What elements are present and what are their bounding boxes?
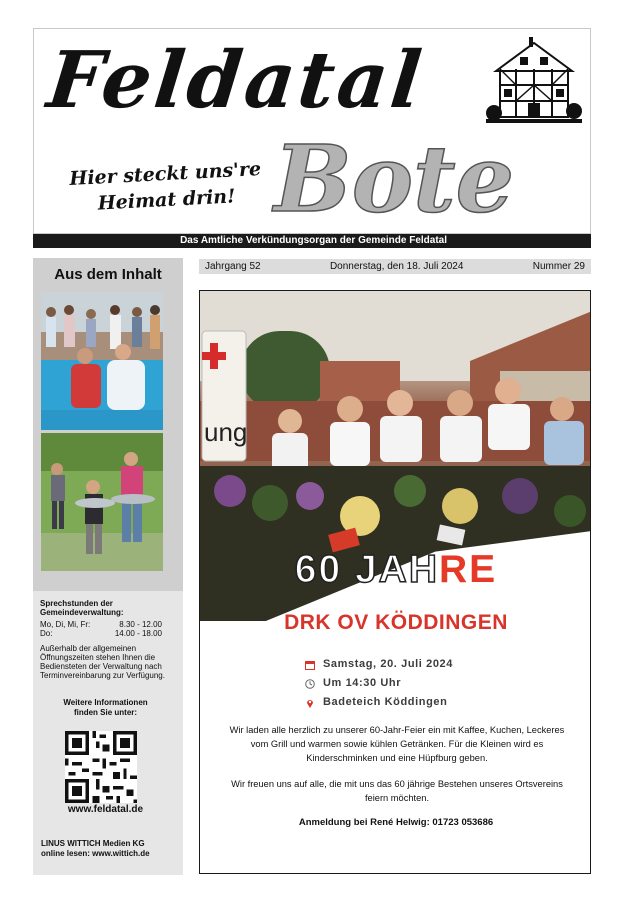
fishing-photo[interactable] xyxy=(41,433,163,571)
more-info-line-2: finden Sie unter: xyxy=(73,708,138,717)
office-hours-days: Do: xyxy=(40,629,53,638)
office-hours-row xyxy=(40,620,162,629)
baptism-photo[interactable] xyxy=(41,292,163,430)
baptism-photo-art xyxy=(41,292,163,430)
event-time-row xyxy=(305,674,453,693)
newspaper-title: Feldatal xyxy=(43,35,429,126)
sidebar-heading: Aus dem Inhalt xyxy=(54,266,162,283)
issue-volume: Jahrgang 52 xyxy=(205,261,261,272)
issue-date: Donnerstag, den 18. Juli 2024 xyxy=(329,261,464,272)
website-link[interactable]: www.feldatal.de xyxy=(67,804,144,815)
banner: Das Amtliche Verkündungsorgan der Gemeinde Feldatal xyxy=(33,234,591,248)
office-hours-list xyxy=(40,620,162,638)
event-date: Samstag, 20. Juli 2024 xyxy=(323,658,453,670)
office-hours-title-line-2: Gemeindeverwaltung: xyxy=(40,608,124,617)
poster-subtitle: DRK OV KÖDDINGEN xyxy=(284,611,508,634)
calendar-icon xyxy=(305,660,315,670)
event-poster xyxy=(199,290,591,874)
issue-number: Nummer 29 xyxy=(532,261,585,272)
slogan-line-1: Hier steckt uns're xyxy=(68,158,262,191)
half-timbered-house-icon xyxy=(486,37,582,129)
slogan-line-2: Heimat drin! xyxy=(97,185,236,215)
office-hours-days: Mo, Di, Mi, Fr: xyxy=(40,620,91,629)
location-pin-icon xyxy=(305,698,315,708)
masthead xyxy=(33,28,591,234)
svg-text:ung: ung xyxy=(204,417,248,447)
office-hours-title xyxy=(40,599,124,617)
slogan xyxy=(69,156,263,218)
publisher-box xyxy=(33,833,183,875)
event-location-row xyxy=(305,693,453,712)
poster-title-part-2: RE xyxy=(439,548,498,591)
issue-info-bar xyxy=(199,259,591,274)
more-info-line-1: Weitere Informationen xyxy=(63,698,148,707)
registration-contact: Anmeldung bei René Helwig: 01723 053686 xyxy=(298,817,494,828)
poster-title xyxy=(200,548,591,592)
newspaper-subtitle: Bote xyxy=(274,125,515,233)
poster-title-part-1: 60 JAH xyxy=(294,548,440,591)
office-hours-time: 14.00 - 18.00 xyxy=(114,629,162,638)
office-hours-note: Außerhalb der allgemeinen Öffnungszeiten stehen Ihnen die Bediensteten der Verwaltung nach Terminvereinbarung zur Verfügung. xyxy=(40,644,165,680)
office-hours-box xyxy=(33,591,183,863)
invite-text: Wir laden alle herzlich zu unserer 60-Jahr-Feier ein mit Kaffee, Kuchen, Leckeres vom Grill und warmen sowie kühlen Getränken. Für die Kleinen wird es Kinderschminken und eine Hüpfburg geben. xyxy=(229,725,565,763)
more-info-label xyxy=(33,698,178,718)
welcome-text: Wir freuen uns auf alle, die mit uns das 60 jährige Bestehen unseres Ortsvereins feiern möchten. xyxy=(231,779,563,803)
clock-icon xyxy=(305,679,315,689)
fishing-photo-art xyxy=(41,433,163,571)
publisher-name: LINUS WITTICH Medien KG xyxy=(41,839,145,848)
event-location: Badeteich Köddingen xyxy=(323,696,448,708)
event-time: Um 14:30 Uhr xyxy=(323,677,402,689)
sidebar xyxy=(33,258,183,875)
event-date-row xyxy=(305,655,453,674)
office-hours-title-line-1: Sprechstunden der xyxy=(40,599,113,608)
office-hours-time: 8.30 - 12.00 xyxy=(119,620,162,629)
publisher-online[interactable]: online lesen: www.wittich.de xyxy=(41,849,150,858)
event-details xyxy=(305,655,453,712)
qr-code-icon[interactable] xyxy=(65,731,137,803)
office-hours-row xyxy=(40,629,162,638)
